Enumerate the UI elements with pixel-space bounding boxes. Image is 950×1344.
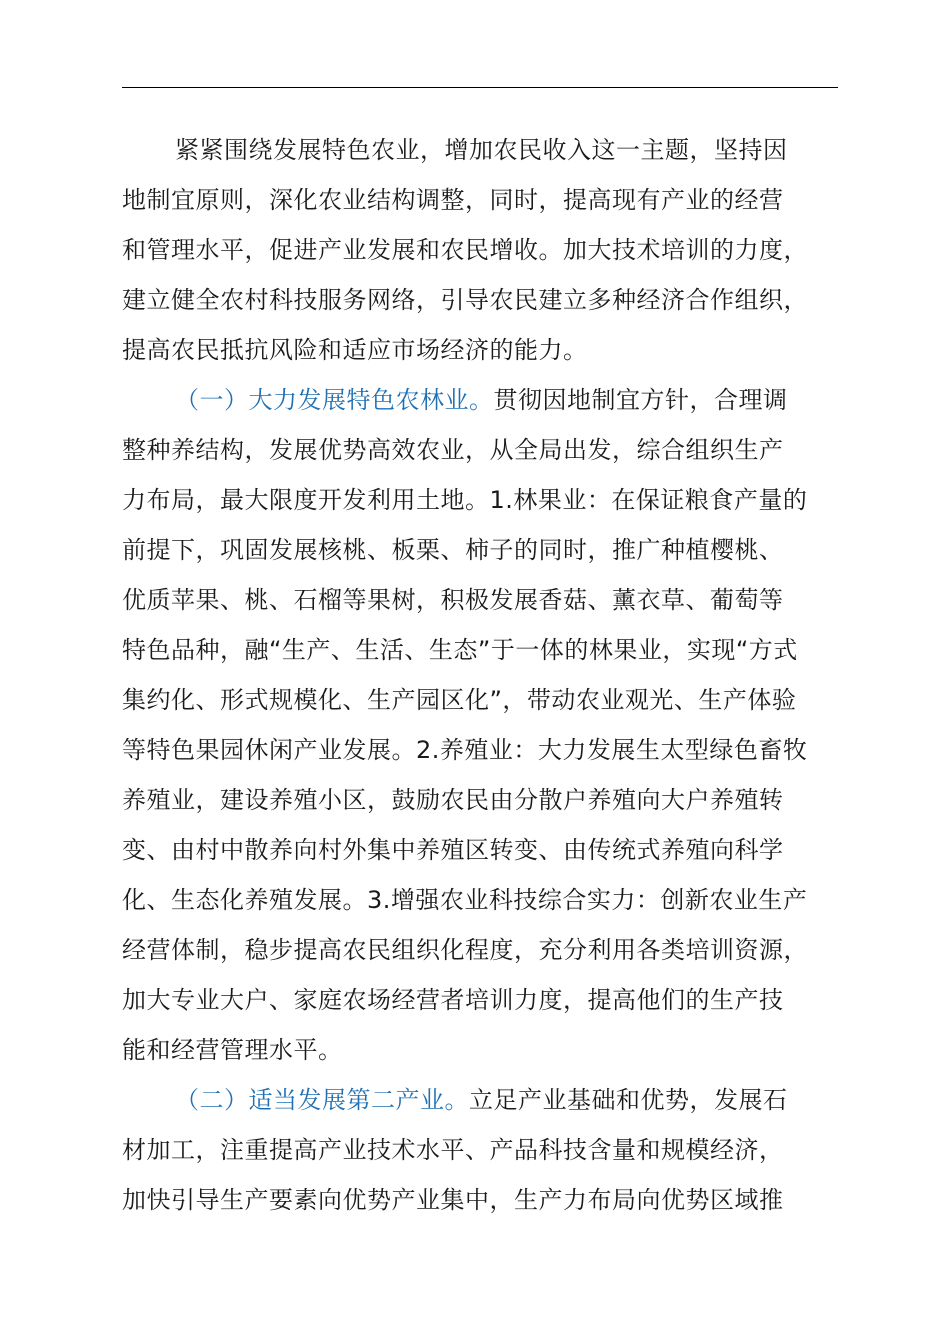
paragraph-line: 变、由村中散养向村外集中养殖区转变、由传统式养殖向科学: [122, 836, 784, 864]
paragraph-line: 加快引导生产要素向优势产业集中，生产力布局向优势区域推: [122, 1186, 784, 1214]
paragraph-line: [122, 375, 862, 425]
paragraph-line: 力布局，最大限度开发利用土地。1.林果业：在保证粮食产量的: [122, 486, 808, 514]
paragraph-line: 和管理水平，促进产业发展和农民增收。加大技术培训的力度，: [122, 236, 808, 264]
paragraph-line: 能和经营管理水平。: [122, 1036, 343, 1064]
header-rule: [122, 87, 838, 88]
paragraph-line: 整种养结构，发展优势高效农业，从全局出发，综合组织生产: [122, 436, 784, 464]
paragraph-line: 地制宜原则，深化农业结构调整，同时，提高现有产业的经营: [122, 186, 784, 214]
paragraph-line: 材加工，注重提高产业技术水平、产品科技含量和规模经济，: [122, 1136, 784, 1164]
paragraph-line: 化、生态化养殖发展。3.增强农业科技综合实力：创新农业生产: [122, 886, 808, 914]
paragraph-line: 养殖业，建设养殖小区，鼓励农民由分散户养殖向大户养殖转: [122, 786, 784, 814]
paragraph-line: 建立健全农村科技服务网络，引导农民建立多种经济合作组织，: [122, 286, 808, 314]
paragraph-line: 等特色果园休闲产业发展。2.养殖业：大力发展生太型绿色畜牧: [122, 736, 808, 764]
paragraph-line: 前提下，巩固发展核桃、板栗、柿子的同时，推广种植樱桃、: [122, 536, 784, 564]
paragraph-line: 优质苹果、桃、石榴等果树，积极发展香菇、薰衣草、葡萄等: [122, 586, 784, 614]
section-heading-2: （二）适当发展第二产业。: [175, 1086, 469, 1114]
paragraph-line: [122, 1075, 862, 1125]
paragraph-line: 加大专业大户、家庭农场经营者培训力度，提高他们的生产技: [122, 986, 784, 1014]
paragraph-line: 紧紧围绕发展特色农业，增加农民收入这一主题，坚持因: [175, 136, 788, 164]
paragraph-line: 特色品种，融“生产、生活、生态”于一体的林果业，实现“方式: [122, 636, 798, 664]
paragraph-text: 贯彻因地制宜方针，合理调: [493, 386, 788, 414]
document-body: [122, 125, 862, 1225]
paragraph-line: 集约化、形式规模化、生产园区化”，带动农业观光、生产体验: [122, 686, 797, 714]
paragraph-line: 经营体制，稳步提高农民组织化程度，充分利用各类培训资源，: [122, 936, 808, 964]
paragraph-line: 提高农民抵抗风险和适应市场经济的能力。: [122, 336, 588, 364]
section-heading-1: （一）大力发展特色农林业。: [175, 386, 494, 414]
paragraph-text: 立足产业基础和优势，发展石: [469, 1086, 788, 1114]
